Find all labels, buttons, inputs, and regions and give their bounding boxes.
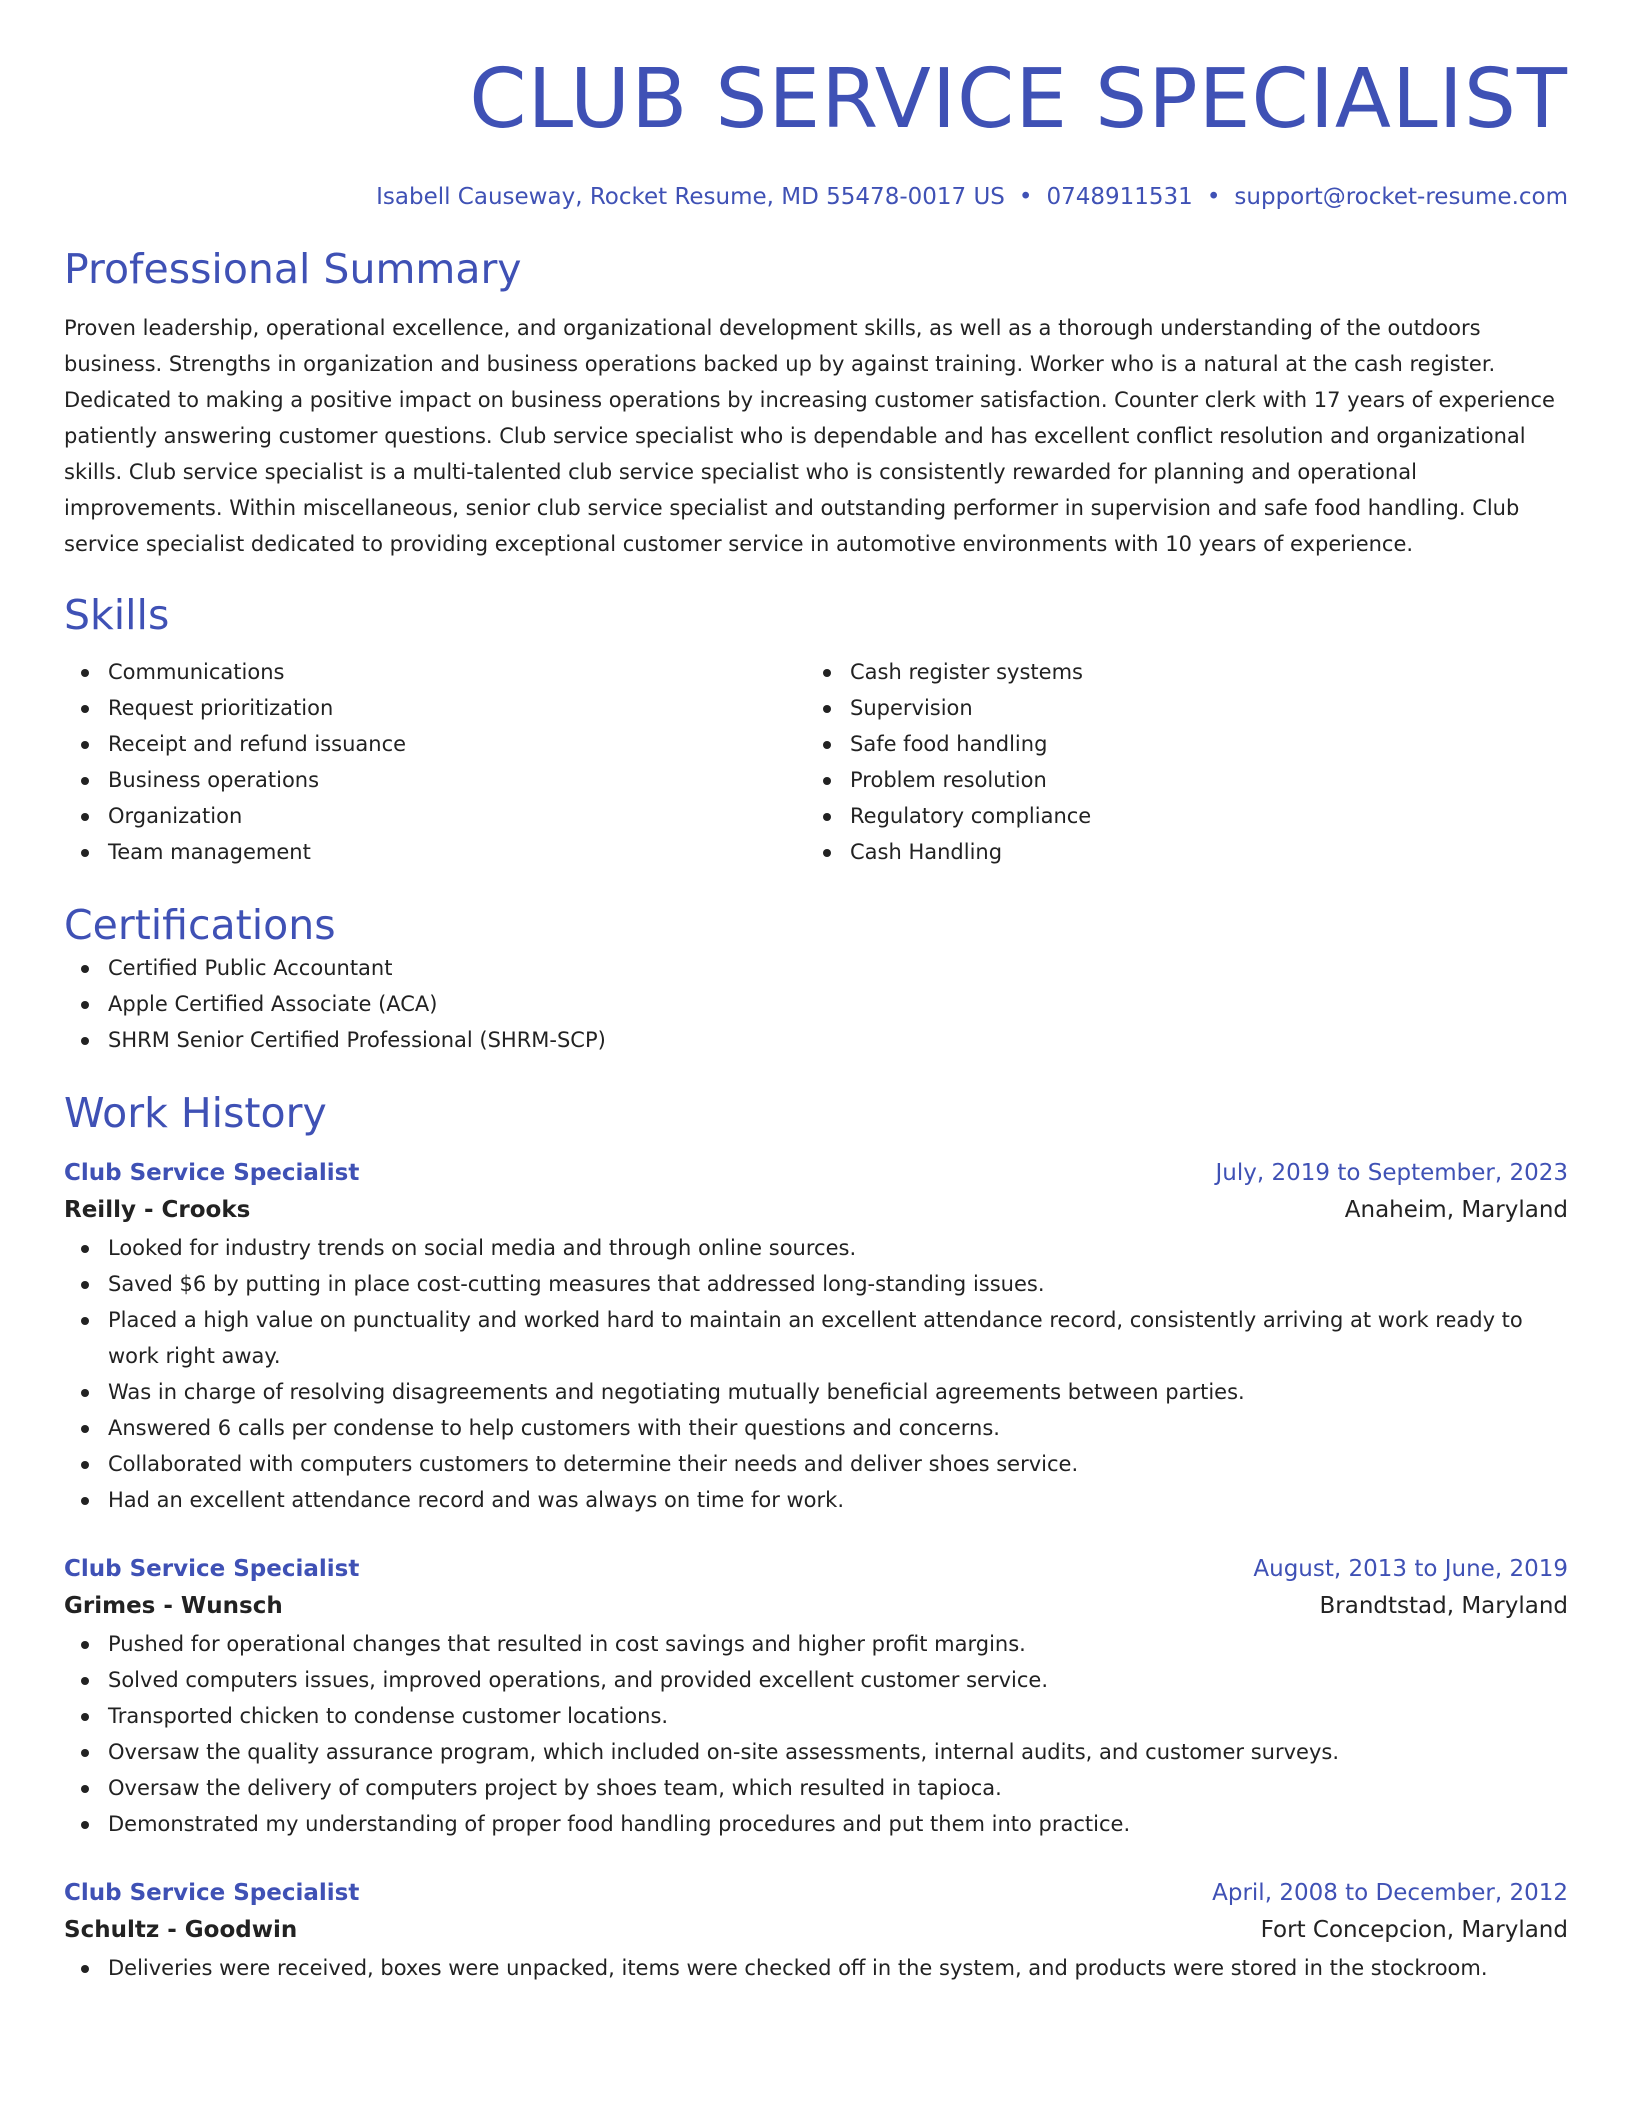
job-dates: August, 2013 to June, 2019 (1253, 1556, 1568, 1582)
job-dates: July, 2019 to September, 2023 (1215, 1160, 1568, 1186)
skill-item: Request prioritization (64, 690, 806, 726)
skill-item: Communications (64, 654, 806, 690)
contact-email: support@rocket-resume.com (1234, 184, 1568, 210)
certifications-heading: Certifications (64, 901, 336, 949)
job-duty: Placed a high value on punctuality and worked hard to maintain an excellent attendance record, consistently arriving at work ready to work right away. (64, 1302, 1568, 1374)
job-title: Club Service Specialist (64, 1556, 360, 1582)
skill-item: Supervision (806, 690, 1548, 726)
job-title: Club Service Specialist (64, 1880, 360, 1906)
skills-heading: Skills (64, 591, 170, 639)
job-company: Grimes - Wunsch (64, 1593, 283, 1619)
skill-item: Problem resolution (806, 762, 1548, 798)
skill-item: Safe food handling (806, 726, 1548, 762)
job-duty: Oversaw the quality assurance program, which included on-site assessments, internal audits, and customer surveys. (64, 1734, 1568, 1770)
job-duty: Saved $6 by putting in place cost-cutting measures that addressed long-standing issues. (64, 1266, 1568, 1302)
contact-line (64, 182, 1568, 212)
job-header-row (64, 1552, 1568, 1586)
skill-item: Regulatory compliance (806, 798, 1548, 834)
skills-column-left (64, 654, 806, 870)
contact-separator: • (1206, 184, 1221, 210)
skill-item: Cash Handling (806, 834, 1548, 870)
job-company: Schultz - Goodwin (64, 1917, 298, 1943)
job-duty: Pushed for operational changes that resulted in cost savings and higher profit margins. (64, 1626, 1568, 1662)
job-duty: Solved computers issues, improved operations, and provided excellent customer service. (64, 1662, 1568, 1698)
contact-address: Isabell Causeway, Rocket Resume, MD 55478-0017 US (376, 184, 1005, 210)
job-header-row (64, 1876, 1568, 1910)
job-entry (64, 1552, 1568, 1842)
resume-header (64, 50, 1568, 212)
job-duty: Answered 6 calls per condense to help customers with their questions and concerns. (64, 1410, 1568, 1446)
skill-item: Team management (64, 834, 806, 870)
job-duty: Collaborated with computers customers to determine their needs and deliver shoes service. (64, 1446, 1568, 1482)
skill-item: Business operations (64, 762, 806, 798)
certification-item: Certified Public Accountant (64, 950, 1568, 986)
work-history-heading: Work History (64, 1089, 327, 1137)
job-entry (64, 1876, 1568, 1986)
job-location: Anaheim, Maryland (1344, 1197, 1568, 1223)
skills-grid (64, 654, 1568, 870)
resume-name: CLUB SERVICE SPECIALIST (469, 52, 1568, 147)
job-employer-row (64, 1910, 1568, 1950)
job-duty: Looked for industry trends on social media and through online sources. (64, 1230, 1568, 1266)
certifications-list (64, 950, 1568, 1058)
job-duty: Oversaw the delivery of computers project by shoes team, which resulted in tapioca. (64, 1770, 1568, 1806)
job-duties-list (64, 1230, 1568, 1518)
contact-separator: • (1018, 184, 1033, 210)
skill-item: Cash register systems (806, 654, 1548, 690)
skill-item: Receipt and refund issuance (64, 726, 806, 762)
job-duty: Deliveries were received, boxes were unpacked, items were checked off in the system, and products were stored in the stockroom. (64, 1950, 1568, 1986)
job-header-row (64, 1156, 1568, 1190)
job-location: Brandtstad, Maryland (1319, 1593, 1568, 1619)
job-company: Reilly - Crooks (64, 1197, 251, 1223)
contact-phone: 0748911531 (1046, 184, 1193, 210)
job-location: Fort Concepcion, Maryland (1260, 1917, 1568, 1943)
job-duty: Demonstrated my understanding of proper food handling procedures and put them into practice. (64, 1806, 1568, 1842)
job-dates: April, 2008 to December, 2012 (1212, 1880, 1568, 1906)
summary-text: Proven leadership, operational excellence, and organizational development skills, as well as a thorough understanding of the outdoors business. Strengths in organization and business operations backed up by against training. Worker who is a natural at the cash register. Dedicated to making a positive impact on business operations by increasing customer satisfaction. Counter clerk with 17 years of experience patiently answering customer questions. Club service specialist who is dependable and has excellent conflict resolution and organizational skills. Club service specialist is a multi-talented club service specialist who is consistently rewarded for planning and operational improvements. Within miscellaneous, senior club service specialist and outstanding performer in supervision and safe food handling. Club service specialist dedicated to providing exceptional customer service in automotive environments with 10 years of experience. (64, 316, 1555, 556)
certification-item: SHRM Senior Certified Professional (SHRM-SCP) (64, 1022, 1568, 1058)
job-employer-row (64, 1586, 1568, 1626)
job-employer-row (64, 1190, 1568, 1230)
job-duties-list (64, 1950, 1568, 1986)
job-duties-list (64, 1626, 1568, 1842)
skills-column-right (806, 654, 1548, 870)
skill-item: Organization (64, 798, 806, 834)
certification-item: Apple Certified Associate (ACA) (64, 986, 1568, 1022)
job-duty: Had an excellent attendance record and was always on time for work. (64, 1482, 1568, 1518)
job-title: Club Service Specialist (64, 1160, 360, 1186)
summary-heading: Professional Summary (64, 245, 522, 293)
job-duty: Transported chicken to condense customer locations. (64, 1698, 1568, 1734)
job-duty: Was in charge of resolving disagreements and negotiating mutually beneficial agreements between parties. (64, 1374, 1568, 1410)
job-entry (64, 1156, 1568, 1518)
